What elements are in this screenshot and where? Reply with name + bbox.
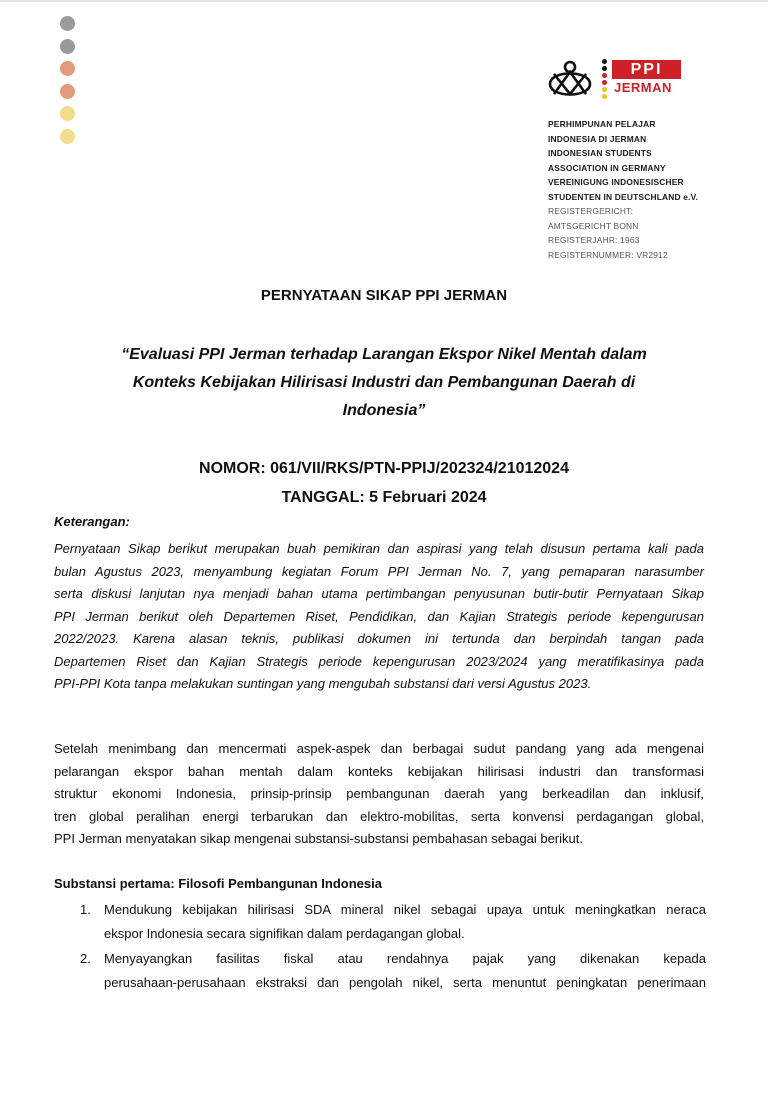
- flag-stripe-dot: [602, 66, 607, 71]
- substansi-list: [54, 898, 706, 996]
- list-item-number: 1.: [80, 902, 91, 917]
- keterangan-paragraph: [54, 538, 704, 696]
- flag-stripe-dot: [602, 73, 607, 78]
- organization-info: [548, 117, 748, 262]
- logo-badge: PPI: [612, 60, 681, 79]
- decorative-dot: [60, 129, 75, 144]
- intro-paragraph: [54, 738, 704, 851]
- org-line: PERHIMPUNAN PELAJAR: [548, 119, 656, 129]
- decorative-dot: [60, 106, 75, 121]
- flag-stripe-dot: [602, 87, 607, 92]
- list-item-line: Mendukung kebijakan hilirisasi SDA mineral nikel sebagai upaya untuk meningkatkan neraca: [104, 902, 706, 917]
- document-subject: [84, 341, 684, 425]
- org-line: VEREINIGUNG INDONESISCHER: [548, 177, 684, 187]
- document-number: NOMOR: 061/VII/RKS/PTN-PPIJ/202324/21012024: [199, 460, 569, 477]
- list-item: [54, 947, 706, 995]
- org-line: REGISTERJAHR: 1963: [548, 235, 640, 245]
- org-line: ASSOCIATION IN GERMANY: [548, 162, 666, 173]
- paragraph-line: Departemen Riset dan Kajian Strategis periode kepengurusan 2023/2024 yang meratifikasinya pada: [54, 653, 704, 669]
- paragraph-line: 2022/2023. Karena alasan teknis, publikasi dokumen ini tertunda dan berpindah tangan pada: [54, 631, 704, 646]
- org-line: INDONESIA DI JERMAN: [548, 133, 647, 144]
- document-date: TANGGAL: 5 Februari 2024: [281, 489, 487, 506]
- keterangan-heading: Keterangan:: [54, 514, 130, 529]
- org-line: REGISTERNUMMER: VR2912: [548, 249, 668, 260]
- paragraph-line: pelarangan ekspor bahan mentah dalam konteks kebijakan hilirisasi industri dan transformasi: [54, 763, 704, 779]
- paragraph-line: PPI Jerman menyatakan sikap mengenai substansi-substansi pembahasan sebagai berikut.: [54, 831, 583, 846]
- paragraph-line: serta diskusi lanjutan nya menjadi bahan utama pertimbangan penyusunan butir-butir Pernyataan Sikap: [54, 586, 704, 601]
- flag-stripe-dot: [602, 80, 607, 85]
- org-line: STUDENTEN IN DEUTSCHLAND e.V.: [548, 191, 699, 202]
- subject-line: Konteks Kebijakan Hilirisasi Industri dan Pembangunan Daerah di: [132, 374, 636, 391]
- decorative-dot: [60, 84, 75, 99]
- emblem-icon: [544, 58, 596, 100]
- page-top-border: [0, 0, 768, 2]
- paragraph-line: Pernyataan Sikap berikut merupakan buah pemikiran dan aspirasi yang telah disusun pertama kali pada: [54, 541, 704, 556]
- subject-line: “Evaluasi PPI Jerman terhadap Larangan Ekspor Nikel Mentah dalam: [121, 346, 647, 363]
- flag-stripe-dot: [602, 59, 607, 64]
- paragraph-line: tren global peralihan energi terbarukan dan elektro-mobilitas, serta konvensi perdagangan global,: [54, 808, 704, 824]
- list-item-line: ekspor Indonesia secara signifikan dalam perdagangan global.: [104, 926, 465, 941]
- subject-line: Indonesia”: [342, 402, 426, 419]
- document-title: PERNYATAAN SIKAP PPI JERMAN: [260, 287, 508, 304]
- paragraph-line: bulan Agustus 2023, menyambung kegiatan Forum PPI Jerman No. 7, yang pemaparan narasumber: [54, 563, 704, 579]
- decorative-dots: [60, 16, 78, 151]
- org-line: AMTSGERICHT BONN: [548, 220, 639, 231]
- org-line: INDONESIAN STUDENTS: [548, 148, 652, 158]
- list-item-number: 2.: [80, 951, 91, 966]
- decorative-dot: [60, 39, 75, 54]
- ppi-jerman-logo: [544, 58, 694, 100]
- flag-stripe-dot: [602, 94, 607, 99]
- paragraph-line: struktur ekonomi Indonesia, prinsip-prinsip pembangunan daerah yang berkeadilan dan inklusif,: [54, 786, 704, 801]
- list-item-line: perusahaan-perusahaan ekstraksi dan pengolah nikel, serta menuntut peningkatan penerimaan: [104, 975, 706, 990]
- paragraph-line: PPI-PPI Kota tanpa melakukan suntingan yang mengubah substansi dari versi Agustus 2023.: [54, 676, 592, 691]
- paragraph-line: Setelah menimbang dan mencermati aspek-aspek dan berbagai sudut pandang yang ada mengenai: [54, 741, 704, 756]
- paragraph-line: PPI Jerman berikut oleh Departemen Riset, Pendidikan, dan Kajian Strategis periode kepengurusan: [54, 608, 704, 624]
- list-item-line: Menyayangkan fasilitas fiskal atau rendahnya pajak yang dikenakan kepada: [104, 951, 706, 966]
- list-item: [54, 898, 706, 946]
- logo-subtitle: JERMAN: [614, 80, 672, 95]
- org-line: REGISTERGERICHT:: [548, 206, 634, 216]
- substansi-heading: Substansi pertama: Filosofi Pembangunan Indonesia: [54, 876, 382, 891]
- decorative-dot: [60, 61, 75, 76]
- decorative-dot: [60, 16, 75, 31]
